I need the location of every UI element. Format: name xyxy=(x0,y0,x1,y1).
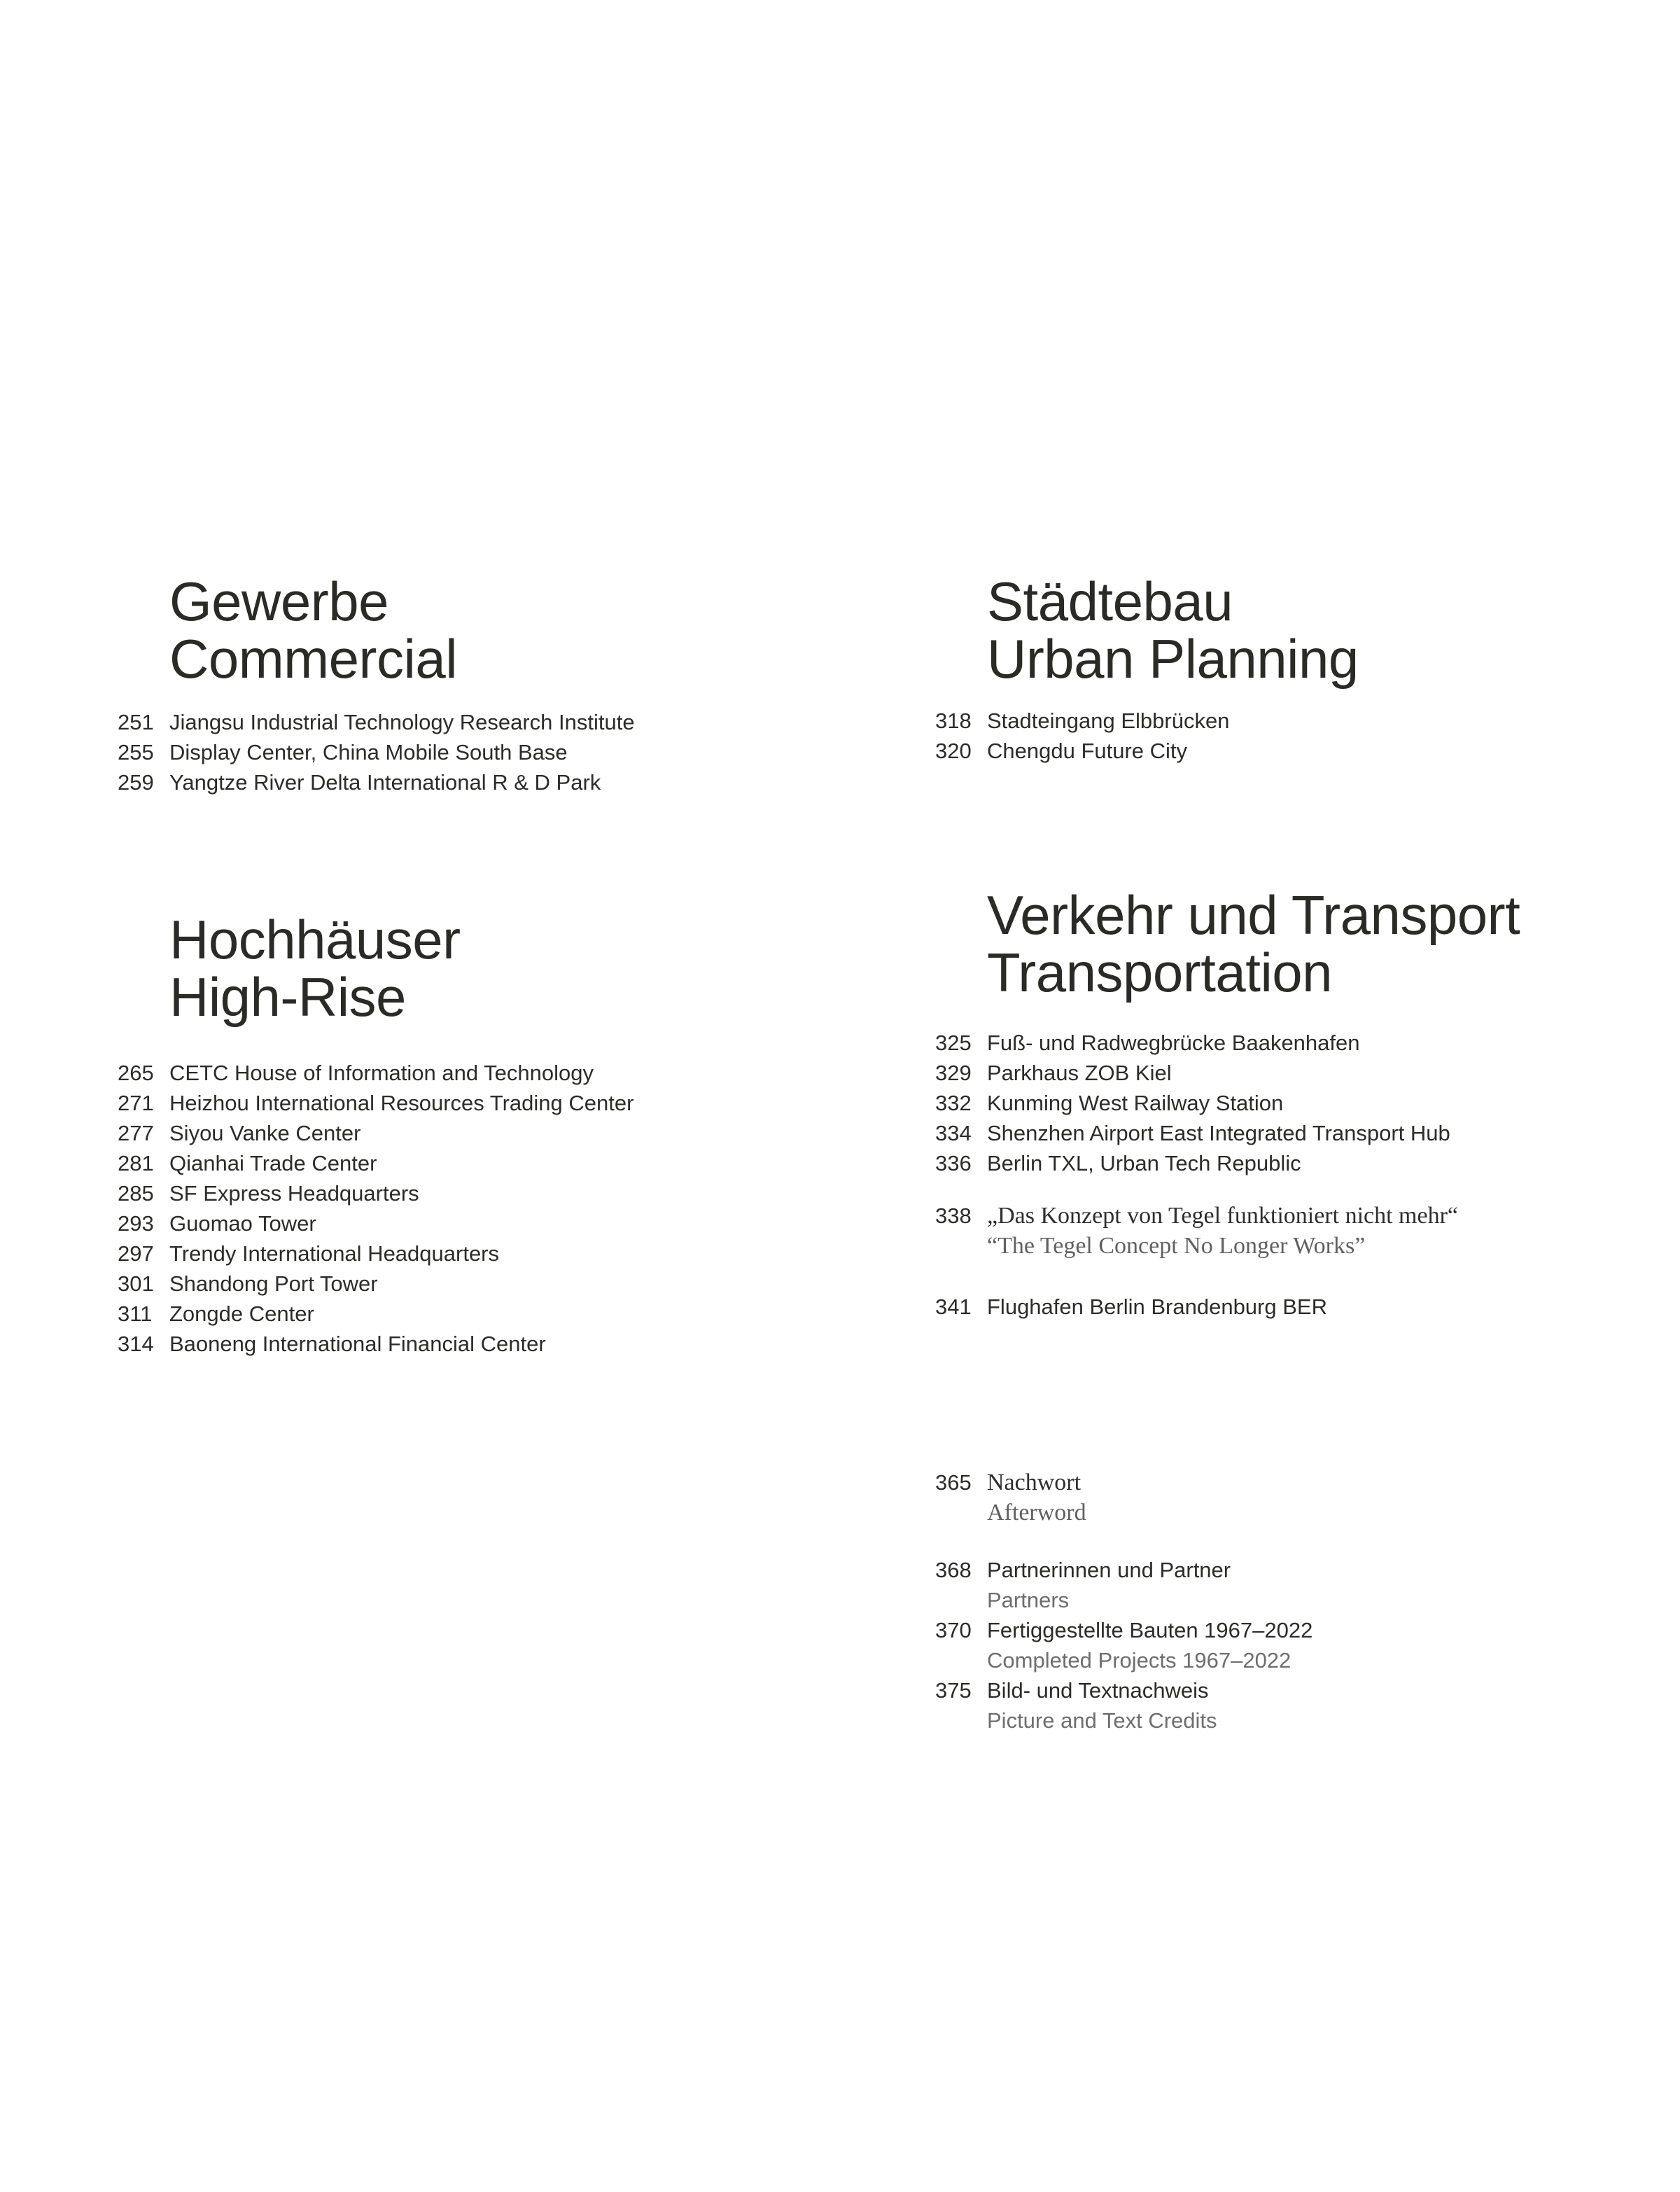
toc-entry xyxy=(935,1118,1450,1148)
page-number: 311 xyxy=(118,1301,153,1326)
entry-title: Kunming West Railway Station xyxy=(987,1091,1284,1115)
toc-entry-translation xyxy=(935,1231,1458,1261)
afterword-title-de: Nachwort xyxy=(987,1470,1082,1495)
toc-entry xyxy=(935,1675,1312,1705)
entry-title: Flughafen Berlin Brandenburg BER xyxy=(987,1294,1327,1319)
toc-entry xyxy=(935,1555,1312,1585)
toc-entry-translation xyxy=(935,1585,1312,1615)
page-number-spacer xyxy=(935,1498,987,1528)
entry-title: Heizhou International Resources Trading Center xyxy=(169,1091,634,1115)
toc-entry xyxy=(118,707,635,737)
toc-entry xyxy=(118,1329,634,1359)
toc-entry xyxy=(935,1088,1450,1118)
entry-title: Trendy International Headquarters xyxy=(169,1241,500,1266)
toc-list-highrise xyxy=(118,1058,634,1359)
toc-entry xyxy=(118,1088,634,1118)
toc-entry xyxy=(118,1269,634,1299)
page-number: 368 xyxy=(935,1558,972,1582)
toc-entry xyxy=(935,1292,1327,1322)
page-number: 334 xyxy=(935,1121,972,1145)
toc-entry-translation xyxy=(935,1705,1312,1736)
toc-entry xyxy=(935,706,1229,736)
section-title-en: Commercial xyxy=(169,628,458,690)
entry-title: Yangtze River Delta International R & D Park xyxy=(169,770,601,795)
entry-title-en: Completed Projects 1967–2022 xyxy=(987,1648,1292,1673)
entry-title: Jiangsu Industrial Technology Research Institute xyxy=(169,710,635,734)
page-number: 318 xyxy=(935,708,972,733)
section-heading-commercial xyxy=(169,571,458,690)
toc-entry xyxy=(118,1178,634,1208)
toc-list-commercial xyxy=(118,707,635,797)
page-number: 285 xyxy=(118,1181,154,1206)
toc-entry xyxy=(935,736,1229,766)
entry-title-de: Fertiggestellte Bauten 1967–2022 xyxy=(987,1618,1313,1642)
toc-entry-translation xyxy=(935,1645,1312,1675)
section-title-de: Städtebau xyxy=(987,571,1233,632)
toc-afterword xyxy=(935,1467,1086,1528)
entry-title: Stadteingang Elbbrücken xyxy=(987,708,1230,733)
entry-title: Fuß- und Radwegbrücke Baakenhafen xyxy=(987,1031,1360,1055)
page-number: 271 xyxy=(118,1091,154,1115)
toc-entry xyxy=(935,1201,1458,1231)
page-number: 265 xyxy=(118,1061,154,1085)
page-number: 281 xyxy=(118,1151,154,1175)
toc-entry xyxy=(935,1148,1450,1178)
page-number: 365 xyxy=(935,1470,972,1495)
toc-entry-translation xyxy=(935,1498,1086,1528)
page-number-spacer xyxy=(935,1645,987,1675)
entry-title: Berlin TXL, Urban Tech Republic xyxy=(987,1151,1301,1175)
toc-entry xyxy=(118,1148,634,1178)
section-title-en: High-Rise xyxy=(169,966,406,1028)
toc-entry xyxy=(935,1467,1086,1498)
page-number: 375 xyxy=(935,1678,972,1703)
toc-list-urban-planning xyxy=(935,706,1229,766)
toc-entry xyxy=(118,1299,634,1329)
page-number: 325 xyxy=(935,1031,972,1055)
section-title-de: Verkehr und Transport xyxy=(987,884,1520,946)
section-heading-urban-planning xyxy=(987,571,1359,690)
page-number: 338 xyxy=(935,1203,972,1228)
toc-entry xyxy=(118,767,635,797)
toc-essay-entry xyxy=(935,1201,1458,1261)
entry-title-de: Bild- und Textnachweis xyxy=(987,1678,1209,1703)
page-number: 336 xyxy=(935,1151,972,1175)
page-number: 251 xyxy=(118,710,154,734)
page-number: 277 xyxy=(118,1121,154,1145)
toc-entry-ber xyxy=(935,1292,1327,1322)
page-number: 297 xyxy=(118,1241,154,1266)
entry-title: Siyou Vanke Center xyxy=(169,1121,361,1145)
section-title-de: Gewerbe xyxy=(169,571,388,632)
page-number: 259 xyxy=(118,770,154,795)
entry-title: Baoneng International Financial Center xyxy=(169,1332,546,1356)
toc-entry xyxy=(118,737,635,767)
page-number: 255 xyxy=(118,740,154,765)
section-heading-highrise xyxy=(169,911,461,1026)
page-number: 314 xyxy=(118,1332,154,1356)
page-number: 341 xyxy=(935,1294,972,1319)
page-number-spacer xyxy=(935,1705,987,1736)
page-number: 320 xyxy=(935,739,972,763)
entry-title: Shandong Port Tower xyxy=(169,1271,378,1296)
essay-title-en: “The Tegel Concept No Longer Works” xyxy=(987,1233,1366,1259)
entry-title: Zongde Center xyxy=(169,1301,314,1326)
entry-title: Qianhai Trade Center xyxy=(169,1151,377,1175)
toc-entry xyxy=(935,1028,1450,1058)
toc-entry xyxy=(118,1118,634,1148)
page-number: 329 xyxy=(935,1061,972,1085)
toc-entry xyxy=(935,1058,1450,1088)
toc-entry xyxy=(118,1208,634,1238)
toc-entry xyxy=(935,1615,1312,1645)
entry-title: CETC House of Information and Technology xyxy=(169,1061,594,1085)
entry-title: Parkhaus ZOB Kiel xyxy=(987,1061,1172,1085)
page-number: 332 xyxy=(935,1091,972,1115)
toc-backmatter xyxy=(935,1555,1312,1736)
page-number: 301 xyxy=(118,1271,154,1296)
entry-title-en: Partners xyxy=(987,1588,1070,1612)
section-title-en: Transportation xyxy=(987,942,1333,1003)
entry-title: SF Express Headquarters xyxy=(169,1181,419,1206)
entry-title: Shenzhen Airport East Integrated Transport Hub xyxy=(987,1121,1450,1145)
page-number-spacer xyxy=(935,1231,987,1261)
entry-title: Display Center, China Mobile South Base xyxy=(169,740,568,765)
section-title-en: Urban Planning xyxy=(987,628,1359,690)
section-title-de: Hochhäuser xyxy=(169,909,461,970)
entry-title: Chengdu Future City xyxy=(987,739,1188,763)
essay-title-de: „Das Konzept von Tegel funktioniert nicht mehr“ xyxy=(987,1203,1459,1229)
page-number-spacer xyxy=(935,1585,987,1615)
page-number: 293 xyxy=(118,1211,154,1236)
toc-entry xyxy=(118,1058,634,1088)
page-number: 370 xyxy=(935,1618,972,1642)
afterword-title-en: Afterword xyxy=(987,1500,1086,1526)
toc-list-transportation xyxy=(935,1028,1450,1178)
entry-title-en: Picture and Text Credits xyxy=(987,1708,1217,1733)
toc-entry xyxy=(118,1238,634,1269)
entry-title: Guomao Tower xyxy=(169,1211,316,1236)
section-heading-transportation xyxy=(987,886,1520,1001)
entry-title-de: Partnerinnen und Partner xyxy=(987,1558,1231,1582)
